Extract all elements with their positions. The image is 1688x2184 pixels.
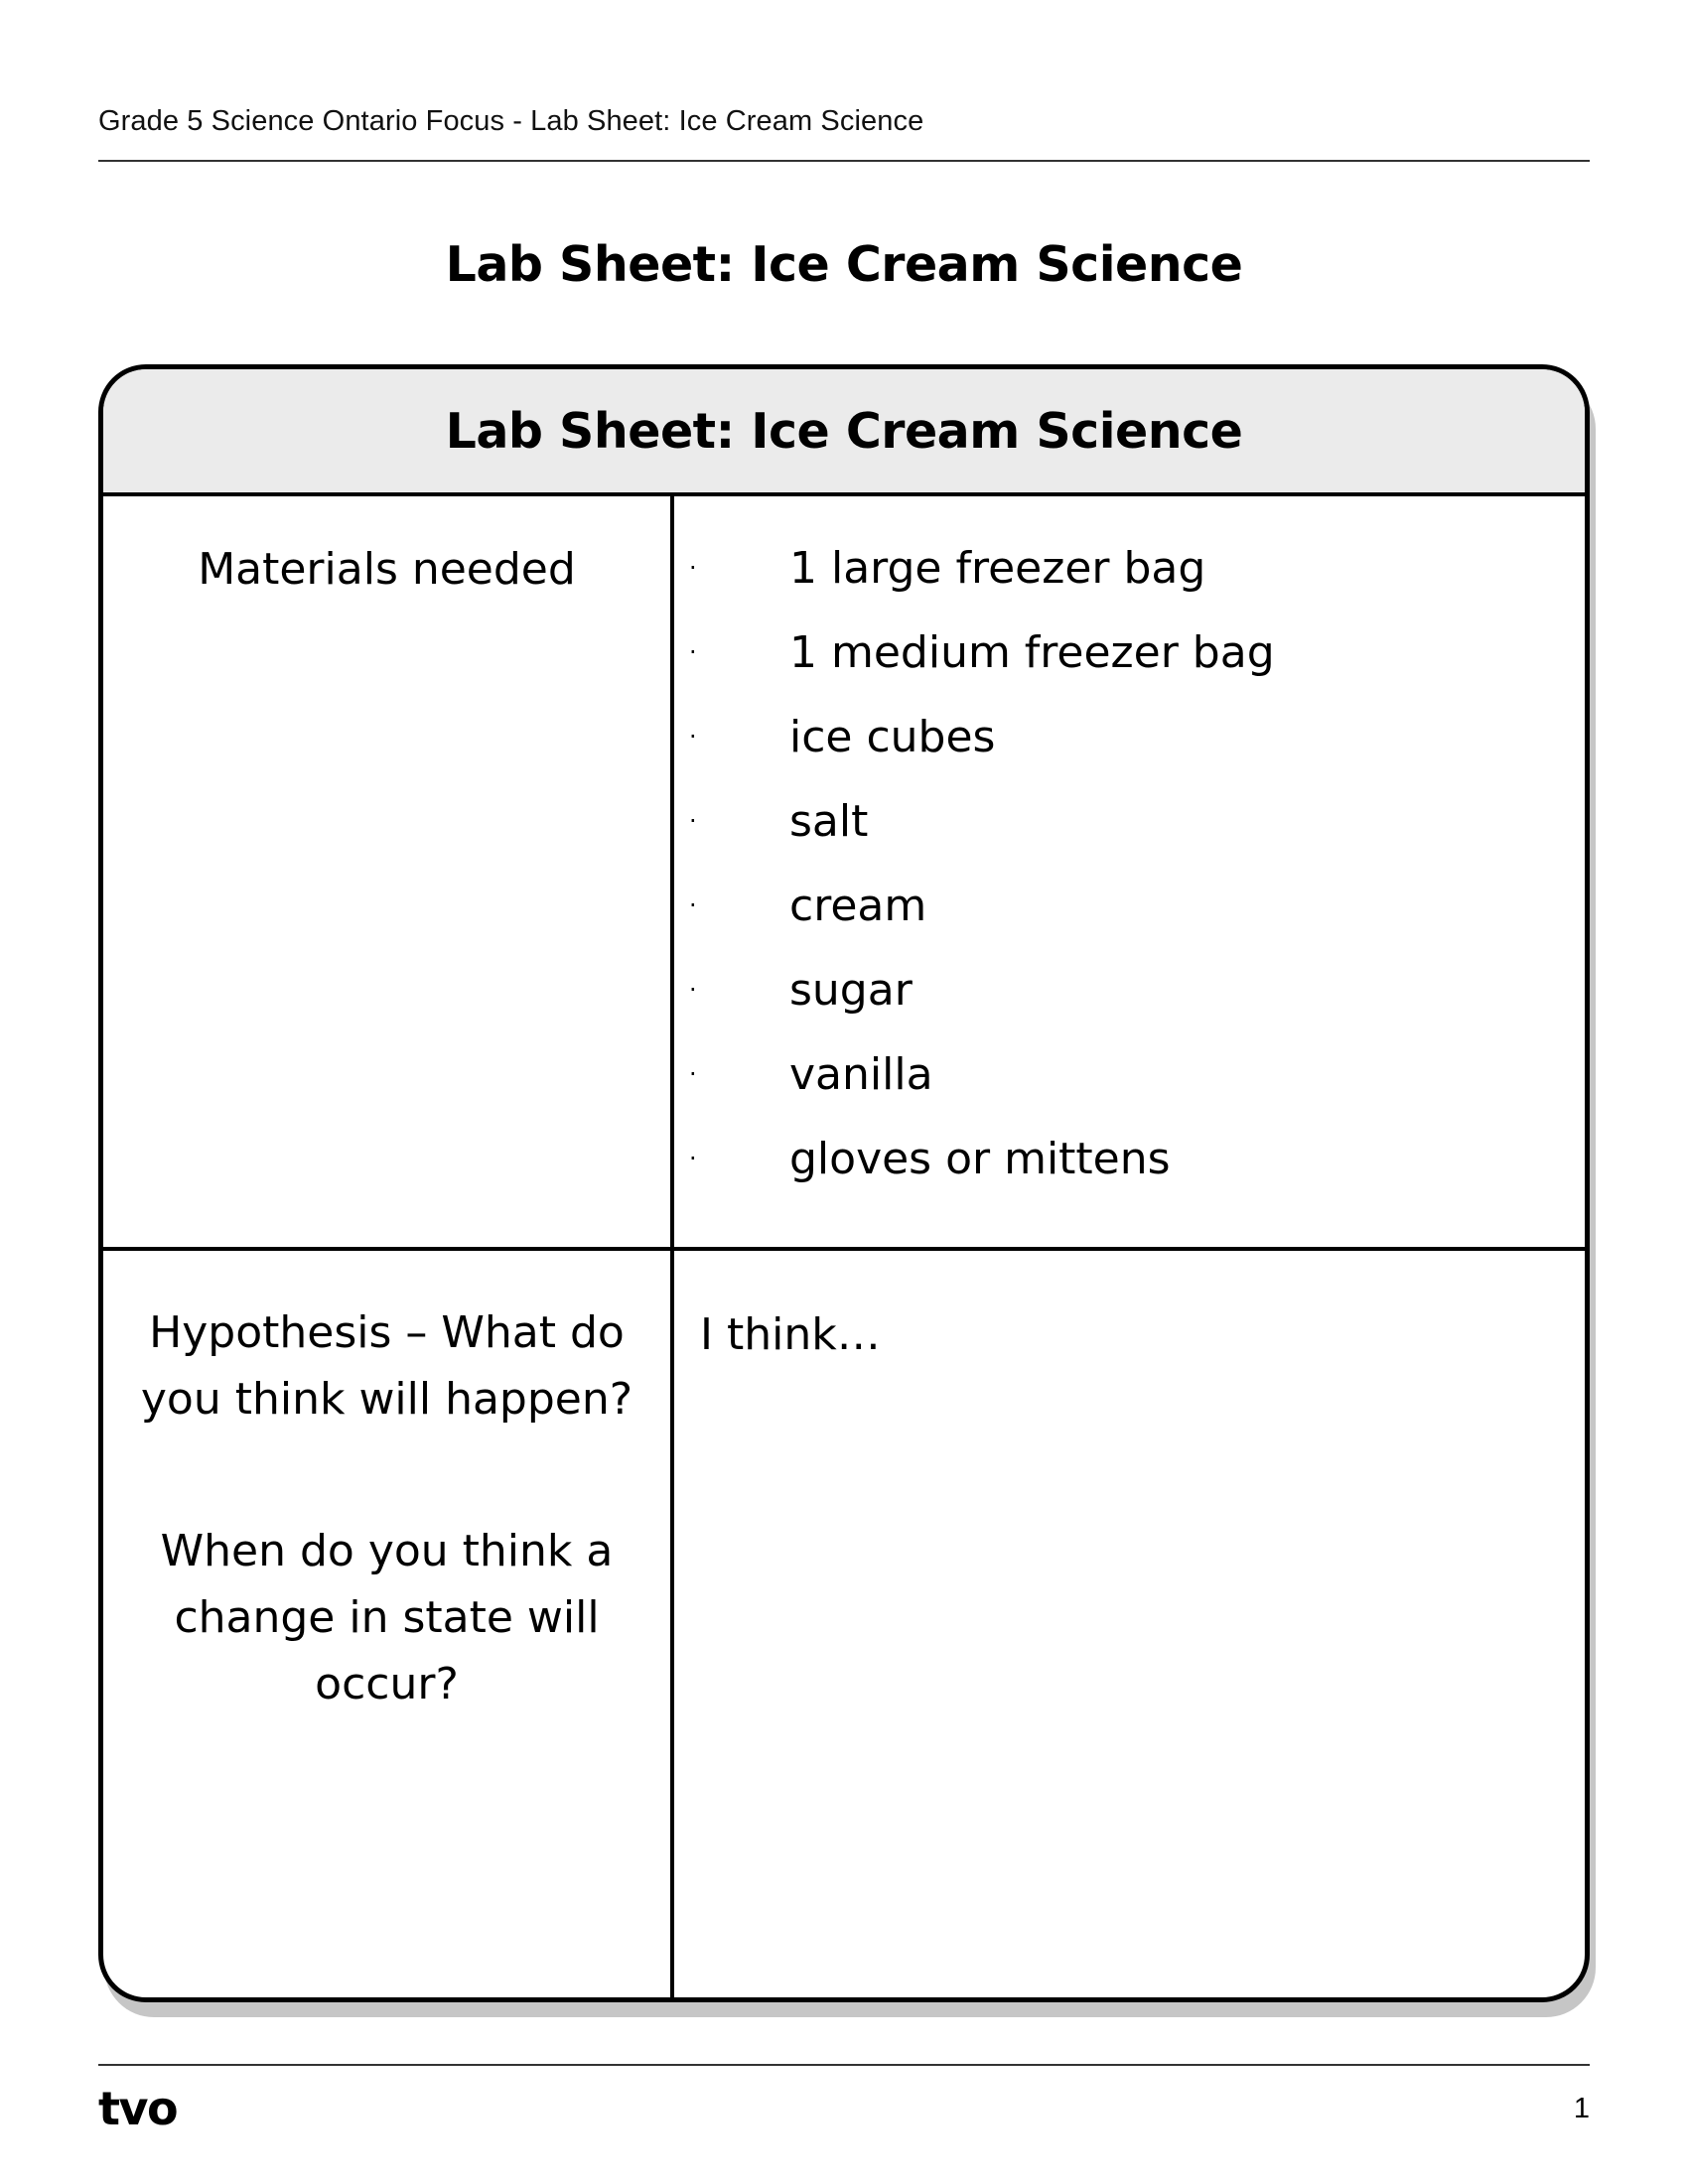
row-divider (103, 1247, 1585, 1251)
bullet-icon: · (689, 723, 697, 751)
state-change-question: When do you think a change in state will occur? (160, 1526, 614, 1709)
material-text: gloves or mittens (789, 1134, 1171, 1184)
list-item (689, 535, 1275, 619)
list-item (689, 619, 1275, 704)
bullet-icon: · (689, 807, 697, 835)
material-text: sugar (789, 965, 913, 1016)
bullet-icon: · (689, 1060, 697, 1088)
material-text: 1 large freezer bag (789, 543, 1206, 594)
page-title: Lab Sheet: Ice Cream Science (445, 236, 1243, 293)
footer-divider (98, 2064, 1590, 2066)
hypothesis-question: Hypothesis – What do you think will happen? (140, 1307, 633, 1425)
list-item (689, 788, 1275, 873)
table-header: Lab Sheet: Ice Cream Science (103, 369, 1585, 496)
materials-list (689, 535, 1275, 1210)
lab-sheet-table (98, 364, 1590, 2002)
bullet-icon: · (689, 976, 697, 1004)
header-divider (98, 160, 1590, 162)
materials-label: Materials needed (198, 544, 576, 595)
list-item (689, 1126, 1275, 1210)
material-text: ice cubes (789, 712, 996, 762)
tvo-logo: tvo (98, 2082, 178, 2135)
bullet-icon: · (689, 638, 697, 666)
bullet-icon: · (689, 891, 697, 919)
material-text: salt (789, 796, 869, 847)
hypothesis-label (103, 1299, 670, 1717)
hypothesis-answer-prompt: I think… (700, 1309, 881, 1360)
material-text: cream (789, 881, 927, 931)
bullet-icon: · (689, 1145, 697, 1172)
list-item (689, 873, 1275, 957)
page-number: 1 (1573, 2093, 1590, 2124)
list-item (689, 704, 1275, 788)
bullet-icon: · (689, 554, 697, 582)
list-item (689, 957, 1275, 1041)
material-text: vanilla (789, 1049, 933, 1100)
running-header: Grade 5 Science Ontario Focus - Lab Sheet: Ice Cream Science (98, 105, 924, 137)
material-text: 1 medium freezer bag (789, 627, 1275, 678)
list-item (689, 1041, 1275, 1126)
